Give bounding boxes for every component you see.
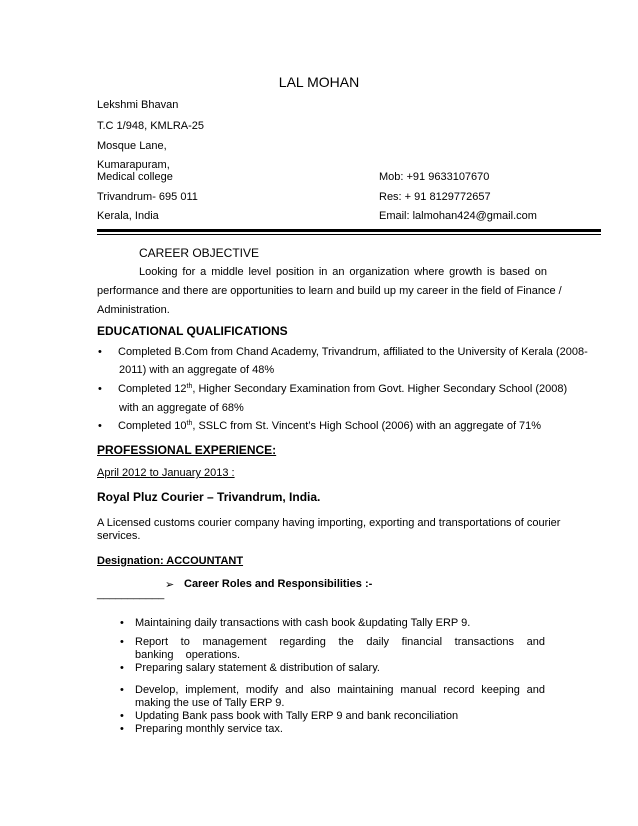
- objective-heading: CAREER OBJECTIVE: [139, 246, 260, 260]
- roles-underline: ___________: [97, 588, 165, 600]
- company-description: services.: [97, 530, 141, 542]
- objective-text: Looking for a middle level position in an organization where growth is based on: [139, 266, 547, 278]
- arrow-icon: ➢: [165, 579, 175, 591]
- header-divider-thin: [97, 234, 601, 235]
- mobile-number: Mob: +91 9633107670: [379, 171, 490, 183]
- education-item: Completed 10th, SSLC from St. Vincent’s High School (2006) with an aggregate of 71%: [118, 420, 542, 432]
- address-line: Mosque Lane,: [97, 140, 167, 152]
- bullet-icon: •: [98, 420, 102, 432]
- bullet-icon: •: [120, 662, 124, 674]
- header-divider: [97, 229, 601, 232]
- experience-period: April 2012 to January 2013 :: [97, 467, 235, 479]
- residence-number: Res: + 91 8129772657: [379, 191, 491, 203]
- objective-text: performance and there are opportunities to learn and build up my career in the field of Finance /: [97, 285, 562, 297]
- education-item: Completed B.Com from Chand Academy, Trivandrum, affiliated to the University of Kerala (2008-: [118, 346, 588, 358]
- education-heading: EDUCATIONAL QUALIFICATIONS: [97, 324, 288, 338]
- address-line: Trivandrum- 695 011: [97, 191, 198, 203]
- duty-item: Develop, implement, modify and also maintaining manual record keeping and making the use of Tally ERP 9.: [135, 684, 545, 709]
- company-name: Royal Pluz Courier – Trivandrum, India.: [97, 490, 321, 504]
- address-line: T.C 1/948, KMLRA-25: [97, 120, 204, 132]
- candidate-name: LAL MOHAN: [278, 74, 360, 90]
- designation: Designation: ACCOUNTANT: [97, 555, 244, 567]
- objective-text: Administration.: [97, 304, 170, 316]
- roles-heading: Career Roles and Responsibilities :-: [184, 578, 373, 590]
- bullet-icon: •: [120, 617, 124, 629]
- education-item: with an aggregate of 68%: [119, 402, 244, 414]
- email-address: Email: lalmohan424@gmail.com: [379, 210, 537, 222]
- bullet-icon: •: [98, 346, 102, 358]
- bullet-icon: •: [120, 723, 124, 735]
- education-item: Completed 12th, Higher Secondary Examination from Govt. Higher Secondary School (2008): [118, 383, 568, 395]
- address-line: Kerala, India: [97, 210, 159, 222]
- duty-item: Report to management regarding the daily financial transactions and banking operations.: [135, 636, 545, 661]
- bullet-icon: •: [98, 383, 102, 395]
- address-line: Kumarapuram,: [97, 159, 170, 171]
- duty-item: Maintaining daily transactions with cash book &updating Tally ERP 9.: [135, 617, 471, 629]
- address-line: Lekshmi Bhavan: [97, 99, 179, 111]
- company-description: A Licensed customs courier company having importing, exporting and transportations of courier: [97, 517, 561, 529]
- duty-item: Preparing monthly service tax.: [135, 723, 283, 735]
- bullet-icon: •: [120, 684, 124, 696]
- duty-item: Preparing salary statement & distribution of salary.: [135, 662, 380, 674]
- duty-item: Updating Bank pass book with Tally ERP 9 and bank reconciliation: [135, 710, 459, 722]
- experience-heading: PROFESSIONAL EXPERIENCE:: [97, 443, 277, 457]
- bullet-icon: •: [120, 710, 124, 722]
- address-line: Medical college: [97, 171, 173, 183]
- bullet-icon: •: [120, 636, 124, 648]
- education-item: 2011) with an aggregate of 48%: [119, 364, 275, 376]
